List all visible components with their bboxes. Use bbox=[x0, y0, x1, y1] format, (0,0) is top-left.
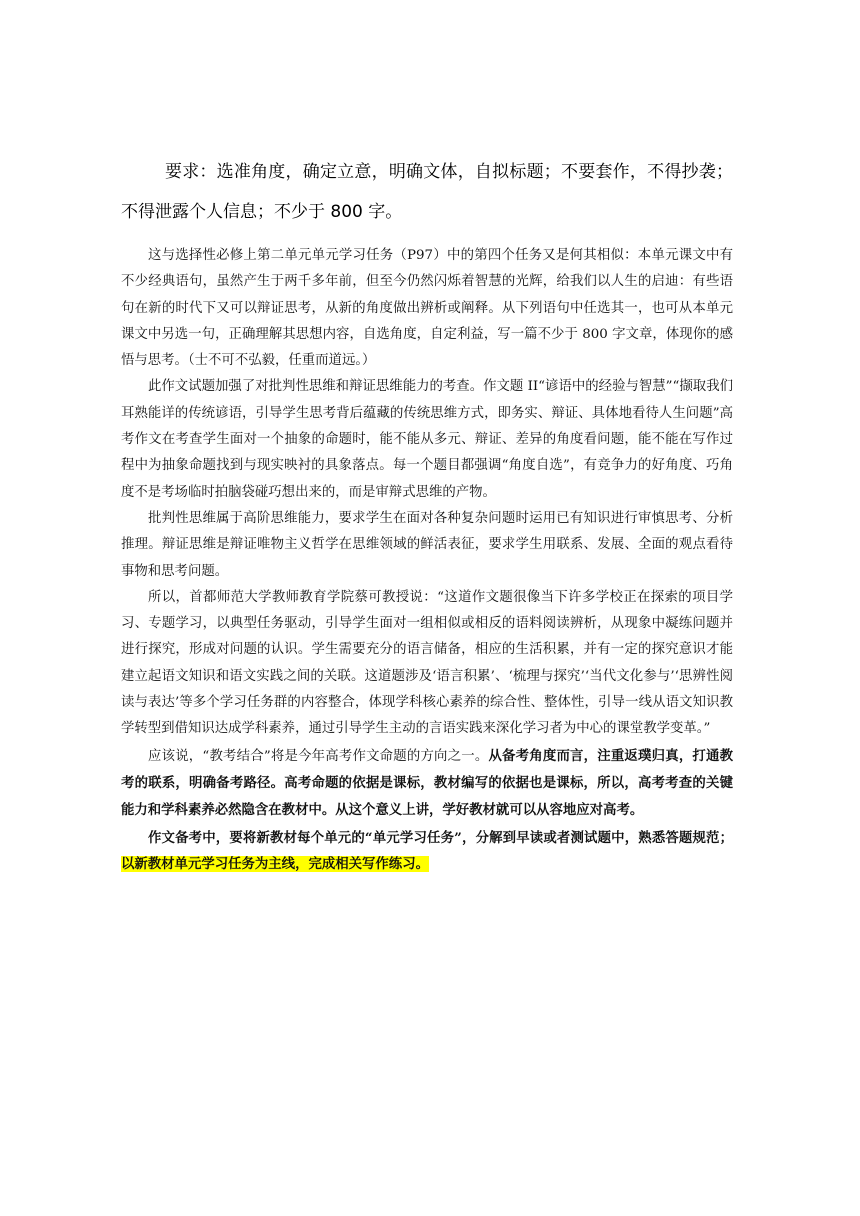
paragraph-dialectical-thinking: 批判性思维属于高阶思维能力，要求学生在面对各种复杂问题时运用已有知识进行审慎思考、分析推理。辩证思维是辩证唯物主义哲学在思维领域的鲜活表征，要求学生用联系、发展、全面的观点看待事物和思考问题。 bbox=[121, 510, 733, 579]
para5-plain: 应该说，“教考结合”将是今年高考作文命题的方向之一。 bbox=[148, 748, 489, 764]
paragraph-critical-thinking: 此作文试题加强了对批判性思维和辩证思维能力的考查。作文题 II“谚语中的经验与智慧”“撷取我们耳熟能详的传统谚语，引导学生思考背后蕴藏的传统思维方式，即务实、辩证、具体地看待人生问题”高考作文在考查学生面对一个抽象的命题时，能不能从多元、辩证、差异的角度看问题，能不能在写作过程中为抽象命题找到与现实映衬的具象落点。每一个题目都强调“角度自选”，有竞争力的好角度、巧角度不是考场临时拍脑袋碰巧想出来的，而是审辩式思维的产物。 bbox=[121, 379, 733, 500]
essay-requirement: 要求：选准角度，确定立意，明确文体，自拟标题；不要套作，不得抄袭；不得泄露个人信息；不少于 800 字。 bbox=[121, 162, 733, 222]
highlighted-text: 以新教材单元学习任务为主线，完成相关写作练习。 bbox=[121, 855, 429, 872]
para5-bold: 从备考角度而言，注重返璞归真，打通教考的联系，明确备考路径。高考命题的依据是课标，教材编写的依据也是课标，所以，高考考查的关键能力和学科素养必然隐含在教材中。从这个意义上讲，学好教材就可以从容地应对高考。 bbox=[121, 747, 733, 819]
paragraph-task-comparison: 这与选择性必修上第二单元单元学习任务（P97）中的第四个任务又是何其相似：本单元课文中有不少经典语句，虽然产生于两千多年前，但至今仍然闪烁着智慧的光辉，给我们以人生的启迪：有些语句在新的时代下又可以辩证思考，从新的角度做出辨析或阐释。从下列语句中任选其一，也可从本单元课文中另选一句，正确理解其思想内容，自选角度，自定利益，写一篇不少于 800 字文章，体现你的感悟与思考。（士不可不弘毅，任重而道远。） bbox=[121, 248, 733, 369]
document-body bbox=[121, 243, 733, 877]
paragraph-teaching-exam bbox=[121, 743, 733, 825]
para6-bold: 作文备考中，要将新教材每个单元的“单元学习任务”，分解到早读或者测试题中，熟悉答题规范； bbox=[148, 829, 733, 846]
paragraph-prep-advice bbox=[121, 825, 733, 878]
paragraph-professor-quote: 所以，首都师范大学教师教育学院蔡可教授说：“这道作文题很像当下许多学校正在探索的项目学习、专题学习，以典型任务驱动，引导学生面对一组相似或相反的语料阅读辨析，从现象中凝练问题并进行探究，形成对问题的认识。学生需要充分的语言储备，相应的生活积累，并有一定的探究意识才能建立起语文知识和语文实践之间的关联。这道题涉及‘语言积累’、‘梳理与探究’‘当代文化参与’‘思辨性阅读与表达’等多个学习任务群的内容整合，体现学科核心素养的综合性、整体性，引导一线从语文知识教学转型到借知识达成学科素养，通过引导学生主动的言语实践来深化学习者为中心的课堂教学变革。” bbox=[121, 589, 733, 737]
